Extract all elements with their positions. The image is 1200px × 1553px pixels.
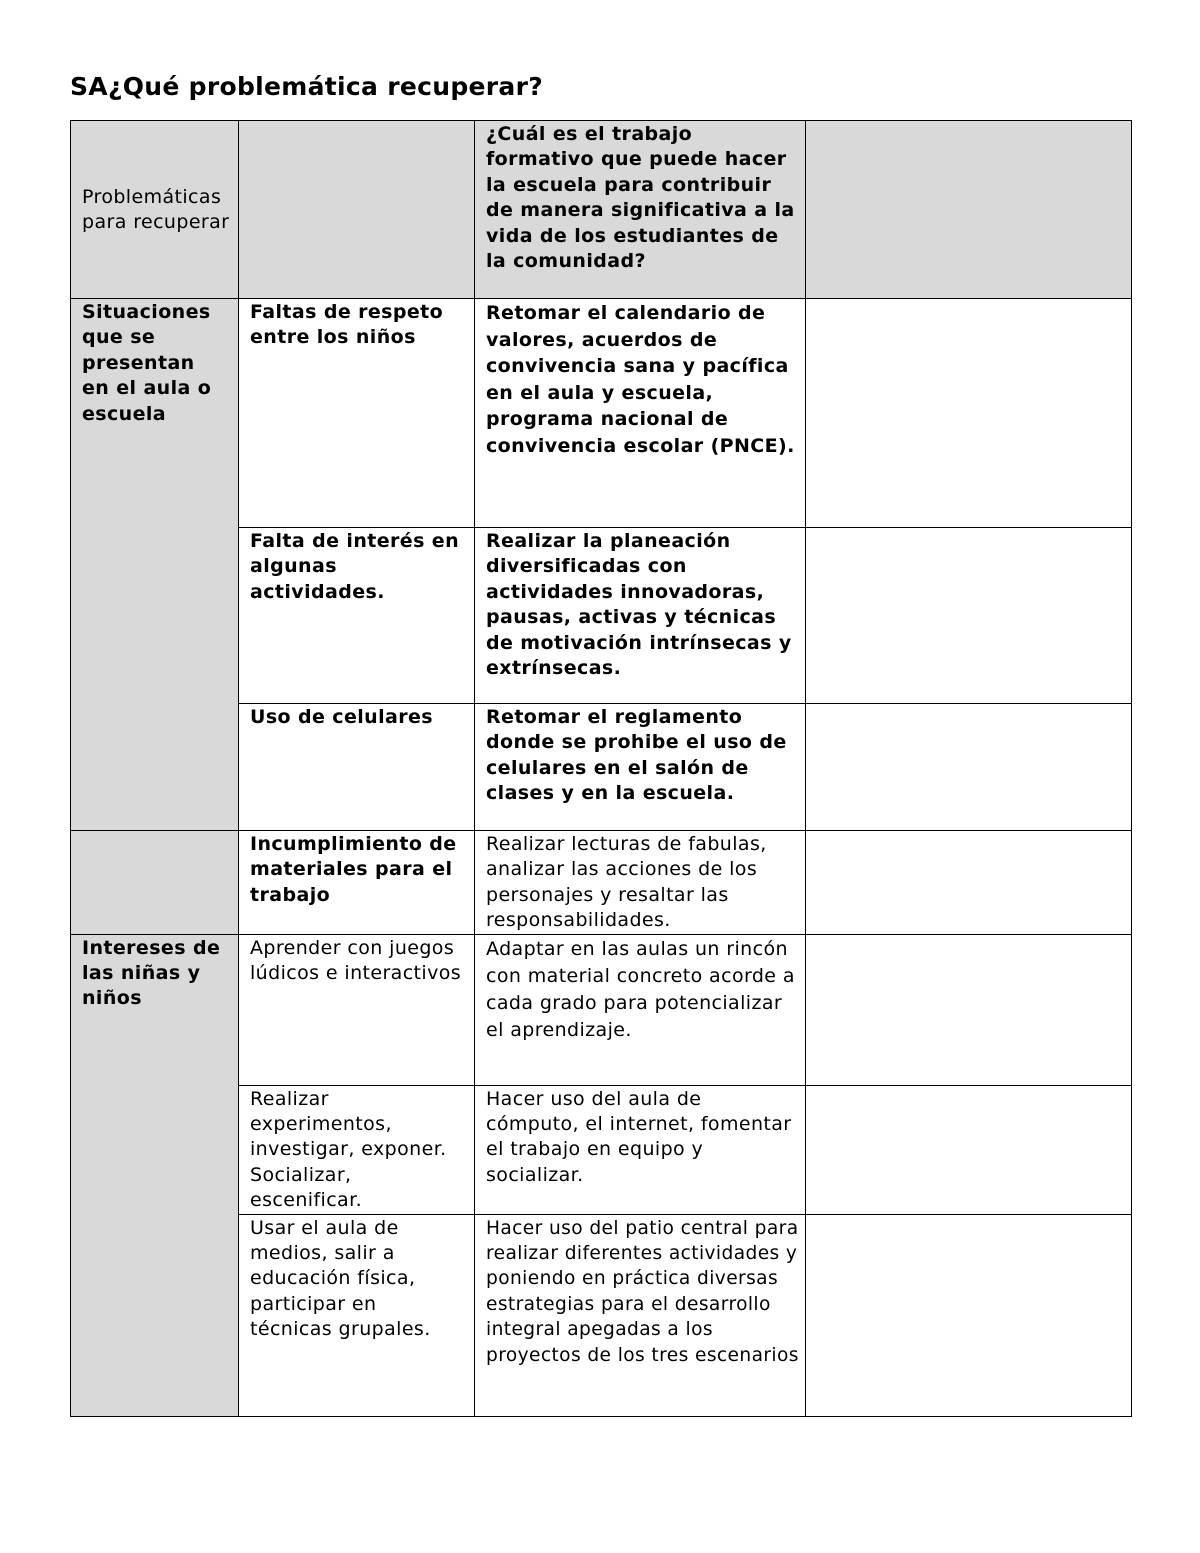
problem-cell: Aprender con juegos lúdicos e interactivos: [239, 934, 475, 1085]
action-cell: Realizar la planeación diversificadas con actividades innovadoras, pausas, activas y técnicas de motivación intrínsecas y extrínsecas.: [475, 528, 806, 704]
header-row: [71, 121, 1132, 299]
group-label-intereses: Intereses de las niñas y niños: [71, 934, 239, 1085]
action-cell: Adaptar en las aulas un rincón con material concreto acorde a cada grado para potencializar el aprendizaje.: [475, 934, 806, 1085]
notes-cell: [806, 831, 1132, 935]
action-cell: Retomar el calendario de valores, acuerdos de convivencia sana y pacífica en el aula y escuela, programa nacional de convivencia escolar (PNCE).: [475, 299, 806, 528]
notes-cell: [806, 528, 1132, 704]
group-label-empty: [71, 831, 239, 935]
table-row: [71, 528, 1132, 704]
problem-cell: Uso de celulares: [239, 704, 475, 831]
table-row: [71, 831, 1132, 935]
group-label-continuation: [71, 704, 239, 831]
group-label-situaciones: Situaciones que se presentan en el aula o escuela: [71, 299, 239, 528]
problem-cell: Realizar experimentos, investigar, exponer. Socializar, escenificar.: [239, 1085, 475, 1214]
notes-cell: [806, 1214, 1132, 1416]
table-row: [71, 299, 1132, 528]
table-row: [71, 704, 1132, 831]
notes-cell: [806, 934, 1132, 1085]
action-cell: Realizar lecturas de fabulas, analizar las acciones de los personajes y resaltar las responsabilidades.: [475, 831, 806, 935]
notes-cell: [806, 704, 1132, 831]
table-row: [71, 1214, 1132, 1416]
group-label-continuation: [71, 1085, 239, 1214]
problem-cell: Falta de interés en algunas actividades.: [239, 528, 475, 704]
problem-cell: Incumplimiento de materiales para el trabajo: [239, 831, 475, 935]
problematicas-table: [70, 120, 1132, 1417]
notes-cell: [806, 299, 1132, 528]
page-title: SA¿Qué problemática recuperar?: [70, 72, 544, 101]
group-label-continuation: [71, 528, 239, 704]
table-row: [71, 934, 1132, 1085]
group-label-continuation: [71, 1214, 239, 1416]
header-cell-trabajo-formativo: ¿Cuál es el trabajo formativo que puede hacer la escuela para contribuir de manera significativa a la vida de los estudiantes de la comunidad?: [475, 121, 806, 299]
action-cell: Hacer uso del aula de cómputo, el internet, fomentar el trabajo en equipo y socializar.: [475, 1085, 806, 1214]
action-cell: Hacer uso del patio central para realizar diferentes actividades y poniendo en práctica diversas estrategias para el desarrollo integral apegadas a los proyectos de los tres escenarios: [475, 1214, 806, 1416]
header-cell-empty-2: [239, 121, 475, 299]
header-cell-empty-4: [806, 121, 1132, 299]
notes-cell: [806, 1085, 1132, 1214]
problem-cell: Usar el aula de medios, salir a educación física, participar en técnicas grupales.: [239, 1214, 475, 1416]
action-cell: Retomar el reglamento donde se prohibe el uso de celulares en el salón de clases y en la escuela.: [475, 704, 806, 831]
header-cell-problematicas: Problemáticas para recuperar: [71, 121, 239, 299]
problem-cell: Faltas de respeto entre los niños: [239, 299, 475, 528]
table-row: [71, 1085, 1132, 1214]
